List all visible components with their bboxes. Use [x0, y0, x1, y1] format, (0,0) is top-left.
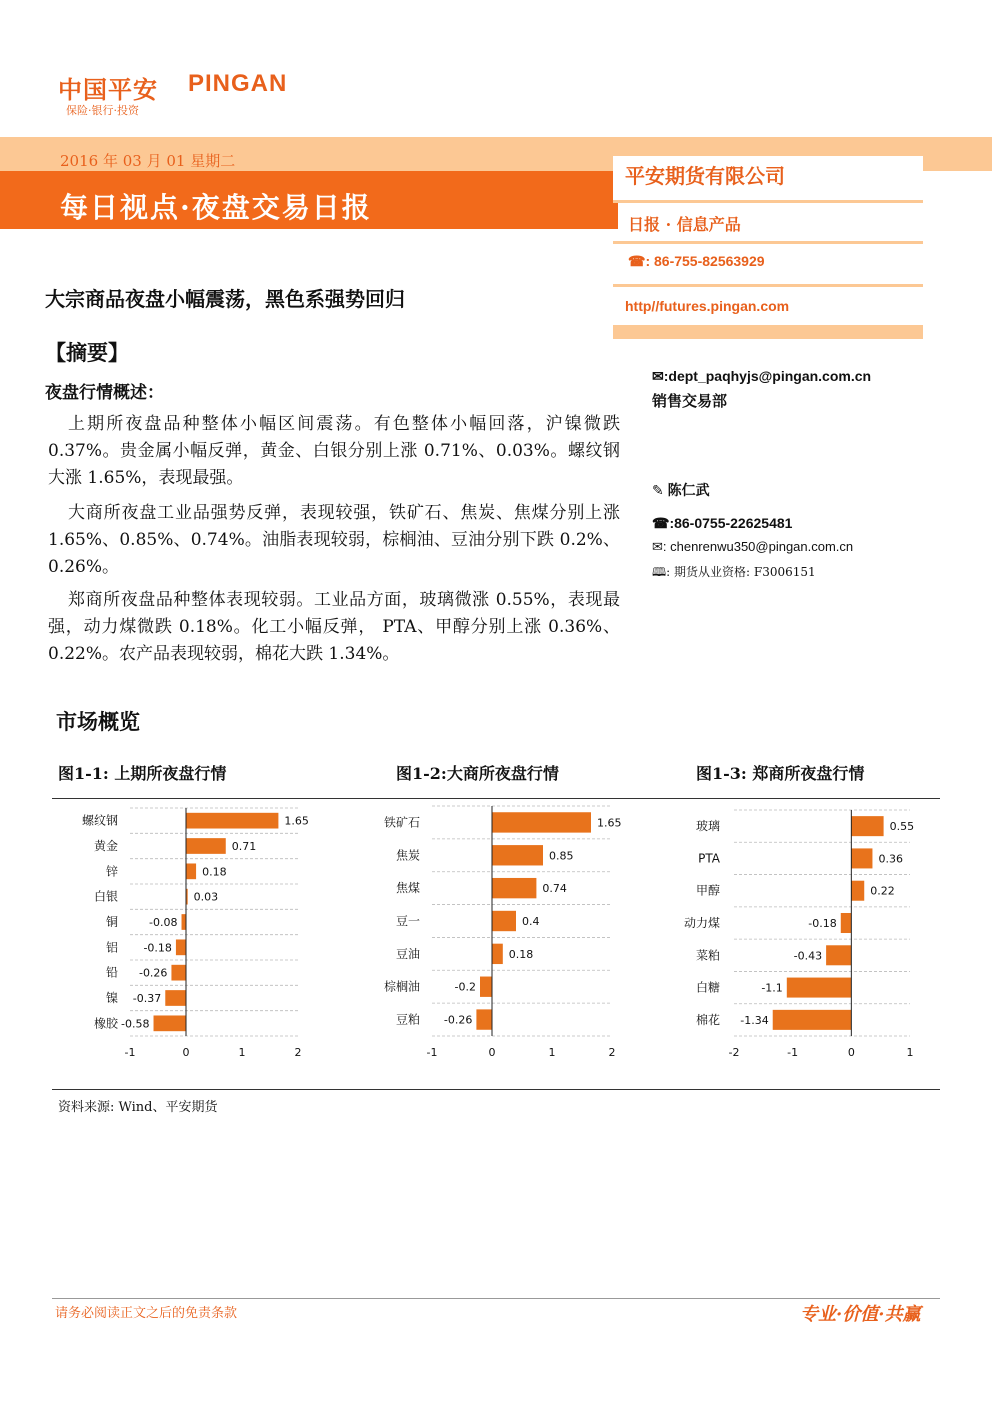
data-label: 0.03	[193, 890, 219, 904]
category-label: PTA	[698, 851, 720, 866]
data-label: -0.26	[443, 1013, 473, 1027]
company-name: 平安期货有限公司	[625, 164, 785, 188]
data-label: 1.65	[597, 816, 622, 830]
pen-icon: ✎	[652, 482, 668, 498]
abstract-label: 【摘要】	[45, 340, 129, 365]
bar	[186, 813, 278, 829]
dept-name: 销售交易部	[652, 392, 728, 410]
analyst-license: 🕮: 期货从业资格: F3006151	[652, 565, 816, 579]
data-label: -1.1	[761, 981, 783, 995]
category-label: 锌	[105, 864, 118, 879]
category-label: 镍	[105, 991, 118, 1005]
bar	[492, 812, 591, 832]
analyst-row	[652, 480, 710, 500]
bar	[186, 838, 226, 854]
data-label: -0.43	[793, 949, 823, 963]
report-date: 2016 年 03 月 01 星期二	[60, 152, 236, 170]
category-label: 豆油	[395, 946, 420, 961]
chart-shfe	[52, 800, 352, 1070]
chart-title-1: 图1-1: 上期所夜盘行情	[58, 764, 227, 783]
bar	[171, 965, 186, 981]
data-label: 0.36	[878, 852, 903, 866]
bar	[186, 863, 196, 879]
category-label: 豆一	[395, 914, 420, 928]
category-label: 白糖	[695, 980, 720, 995]
logo-en: PINGAN	[188, 70, 288, 97]
data-label: -0.08	[149, 916, 178, 929]
chart-title-3: 图1-3: 郑商所夜盘行情	[696, 764, 865, 783]
bar	[851, 848, 872, 868]
category-label: 铜	[105, 915, 118, 929]
disclaimer-link[interactable]: 请务必阅读正文之后的免责条款	[55, 1306, 238, 1321]
overview-label: 夜盘行情概述：	[45, 383, 164, 403]
headline: 大宗商品夜盘小幅震荡，黑色系强势回归	[45, 287, 405, 311]
category-label: 铝	[105, 940, 118, 955]
bar	[176, 939, 186, 955]
company-phone: ☎: 86-755-82563929	[628, 253, 765, 269]
data-label: -0.58	[121, 1017, 150, 1031]
divider-bar	[613, 325, 923, 339]
category-label: 菜粕	[695, 948, 720, 963]
bar	[480, 977, 492, 997]
tick-label: -1	[426, 1046, 438, 1059]
data-label: -0.2	[454, 980, 476, 994]
category-label: 豆粕	[395, 1012, 420, 1027]
bar	[773, 1010, 852, 1030]
data-label: 0.74	[542, 882, 567, 896]
data-label: 0.55	[889, 820, 915, 834]
data-label: 0.4	[522, 915, 540, 928]
chart-czce	[652, 800, 940, 1070]
slogan: 专业·价值·共赢	[800, 1304, 921, 1325]
bar	[851, 881, 864, 901]
chart-title-2: 图1-2:大商所夜盘行情	[396, 764, 559, 783]
data-label: 0.85	[549, 849, 574, 863]
bar	[492, 911, 516, 931]
data-label: 0.71	[231, 840, 257, 853]
report-title: 每日视点·夜盘交易日报	[60, 191, 372, 224]
tick-label: 1	[548, 1046, 556, 1059]
data-label: 1.65	[284, 814, 309, 828]
logo-cn: 中国平安	[58, 76, 158, 104]
tick-label: -1	[787, 1046, 799, 1059]
data-label: -1.34	[740, 1013, 769, 1027]
bar	[787, 978, 852, 998]
company-website[interactable]: http//futures.pingan.com	[625, 298, 790, 314]
bar	[492, 878, 536, 898]
data-label: 0.18	[508, 947, 534, 961]
category-label: 棕榈油	[383, 979, 420, 994]
bar	[851, 816, 883, 836]
category-label: 螺纹钢	[81, 813, 118, 828]
category-label: 甲醇	[695, 883, 720, 898]
bar	[492, 944, 503, 964]
paragraph: 郑商所夜盘品种整体表现较弱。工业品方面，玻璃微涨 0.55%，表现最强，动力煤微跌 0.18%。化工小幅反弹， PTA、甲醇分别上涨 0.36%、0.22%。农产品表现较弱，棉花大跌 1.34%。	[48, 590, 620, 664]
category-label: 黄金	[93, 839, 118, 853]
tick-label: 1	[906, 1046, 914, 1059]
tick-label: 2	[294, 1046, 302, 1059]
bar	[165, 990, 186, 1006]
figure-rule-bottom	[52, 1089, 940, 1090]
bar	[182, 914, 186, 930]
data-label: -0.18	[143, 941, 172, 955]
category-label: 铁矿石	[383, 815, 420, 830]
data-label: -0.18	[808, 917, 837, 930]
divider	[613, 241, 923, 244]
category-label: 白银	[93, 889, 118, 904]
category-label: 橡胶	[93, 1016, 118, 1031]
tick-label: 2	[608, 1046, 616, 1059]
data-label: -0.26	[138, 966, 168, 980]
category-label: 玻璃	[695, 819, 720, 834]
category-label: 铅	[105, 965, 118, 980]
tick-label: -1	[124, 1046, 136, 1059]
dept-email[interactable]: ✉:dept_paqhyjs@pingan.com.cn	[652, 368, 872, 384]
paragraph: 上期所夜盘品种整体小幅区间震荡。有色整体小幅回落，沪镍微跌 0.37%。贵金属小幅反弹，黄金、白银分别上涨 0.71%、0.03%。螺纹钢大涨 1.65%，表现最强。	[48, 414, 620, 488]
product-type: 日报 · 信息产品	[628, 215, 741, 234]
category-label: 焦炭	[395, 848, 420, 863]
category-label: 动力煤	[683, 916, 720, 930]
analyst-name: 陈仁武	[667, 483, 710, 499]
analyst-email[interactable]: ✉: chenrenwu350@pingan.com.cn	[652, 539, 854, 554]
bar	[154, 1015, 186, 1031]
footer-rule	[52, 1298, 940, 1299]
bar	[841, 913, 852, 933]
category-label: 焦煤	[395, 881, 420, 896]
data-label: -0.37	[132, 992, 162, 1005]
tick-label: 1	[238, 1046, 246, 1059]
chart-dce	[352, 800, 652, 1070]
tick-label: 0	[182, 1046, 190, 1059]
tick-label: 0	[488, 1046, 496, 1059]
data-label: 0.18	[202, 865, 227, 879]
bar	[826, 945, 851, 965]
divider	[613, 200, 923, 203]
category-label: 棉花	[695, 1012, 720, 1027]
market-label: 市场概览	[56, 709, 140, 734]
tick-label: 0	[847, 1046, 855, 1059]
divider	[613, 284, 923, 287]
data-label: 0.22	[870, 884, 895, 898]
logo-tagline: 保险·银行·投资	[66, 104, 139, 117]
tick-label: -2	[728, 1046, 740, 1059]
data-source: 资料来源: Wind、平安期货	[58, 1100, 218, 1115]
bar	[492, 845, 543, 865]
figure-rule-top	[52, 798, 940, 799]
bar	[476, 1009, 492, 1029]
paragraph: 大商所夜盘工业品强势反弹，表现较强，铁矿石、焦炭、焦煤分别上涨 1.65%、0.85%、0.74%。油脂表现较弱，棕榈油、豆油分别下跌 0.2%、0.26%。	[48, 503, 620, 577]
analyst-phone: ☎:86-0755-22625481	[652, 515, 793, 531]
